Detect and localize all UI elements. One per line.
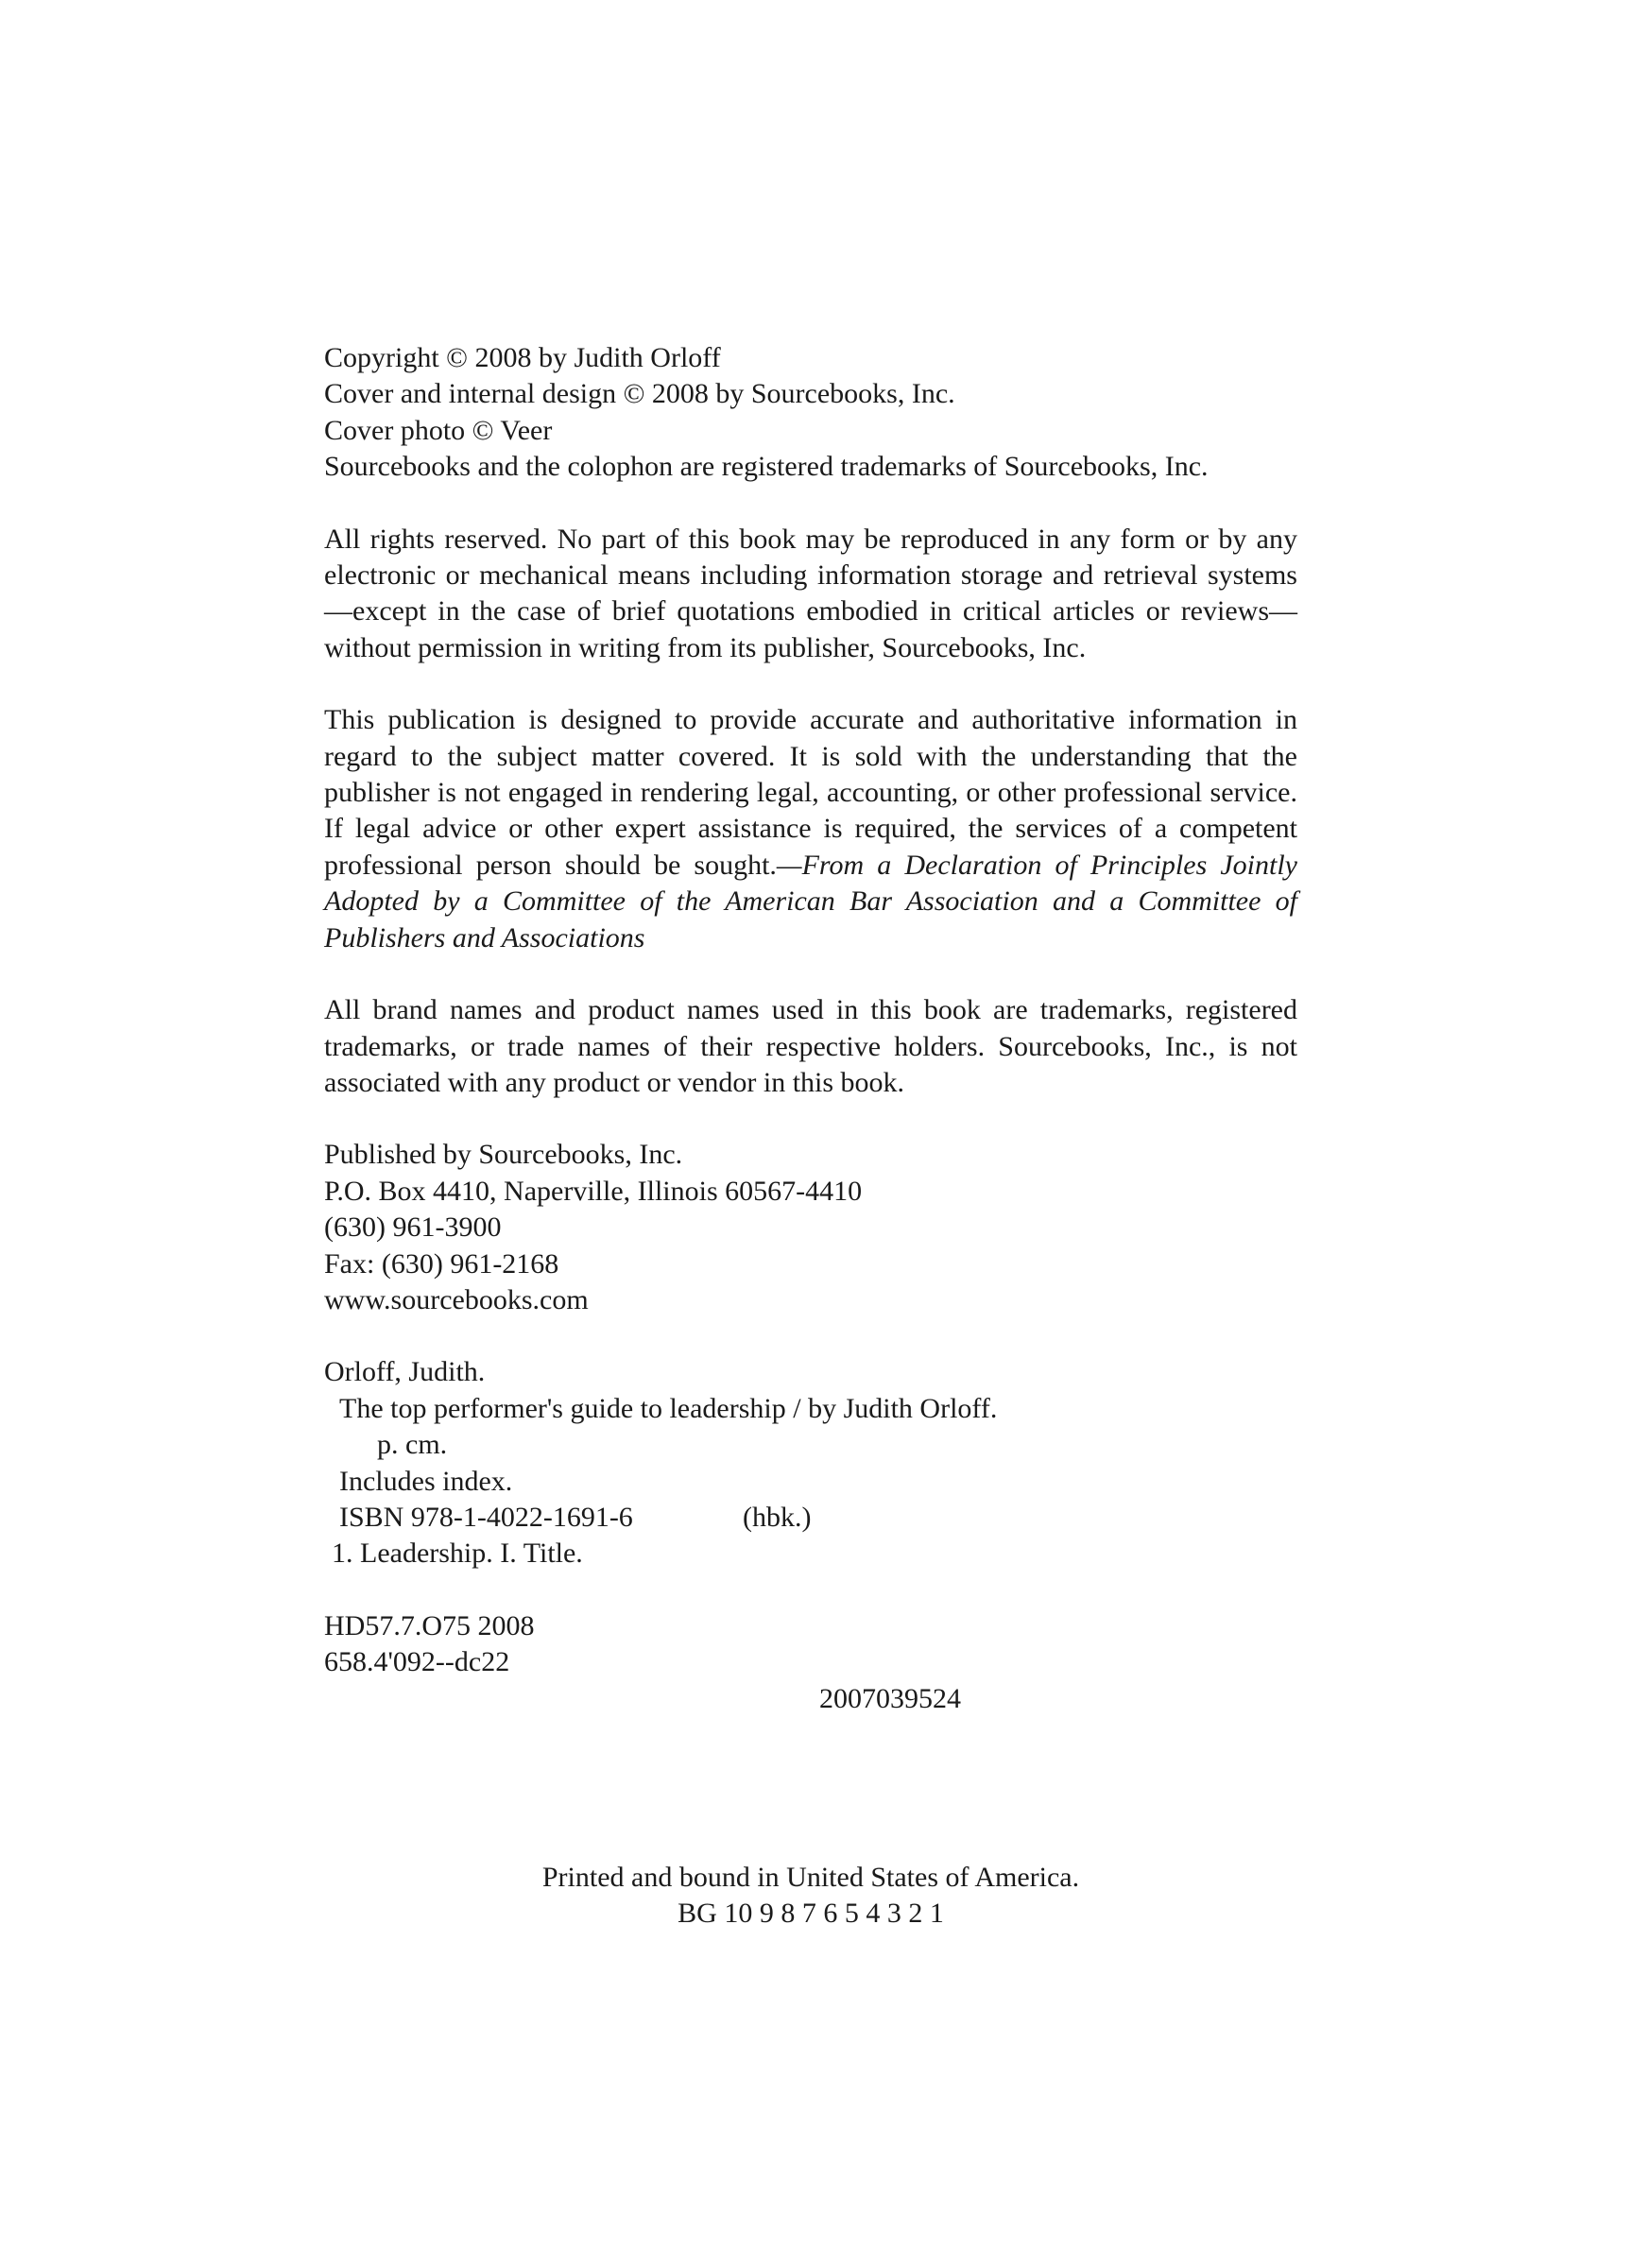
cip-block: [324, 1354, 1297, 1717]
cip-lc-class: HD57.7.O75 2008: [324, 1609, 535, 1641]
cip-pcm: p. cm.: [377, 1429, 448, 1461]
disclaimer-citation: —From a Declaration of Principles Jointly Adopted by a Committee of the American Bar Association and a Committee of Publishers and Associations: [324, 849, 1297, 954]
cip-lccn: 2007039524: [819, 1682, 961, 1714]
cip-dewey: 658.4'092--dc22: [324, 1646, 510, 1678]
cip-author: Orloff, Judith.: [324, 1356, 486, 1388]
printed-in-line: Printed and bound in United States of America.: [541, 1862, 1080, 1893]
print-footer: [324, 1860, 1297, 1933]
copyright-page: [324, 340, 1297, 1717]
copyright-line: Copyright © 2008 by Judith Orloff: [324, 342, 721, 373]
publisher-fax: Fax: (630) 961-2168: [324, 1247, 559, 1280]
cip-isbn: ISBN 978-1-4022-1691-6: [339, 1501, 633, 1533]
disclaimer-text: This publication is designed to provide accurate and authoritative information in regard to the subject matter covered. It is sold with the understanding that the publisher is not engaged in rendering legal, accounting, or other professional service. If legal advice or other expert assistance is required, the services of a competent professional person should be sought.: [324, 704, 1297, 881]
disclaimer-paragraph: [324, 702, 1297, 956]
publisher-website[interactable]: www.sourcebooks.com: [324, 1283, 589, 1315]
cover-photo-line: Cover photo © Veer: [324, 414, 553, 446]
design-copyright-line: Cover and internal design © 2008 by Sourcebooks, Inc.: [324, 378, 955, 410]
publisher-name: Published by Sourcebooks, Inc.: [324, 1139, 683, 1171]
copyright-block: [324, 340, 1297, 486]
publisher-address: P.O. Box 4410, Naperville, Illinois 60567-4410: [324, 1175, 863, 1207]
cip-includes: Includes index.: [339, 1465, 513, 1497]
cip-subjects: 1. Leadership. I. Title.: [332, 1538, 583, 1570]
print-number-line: BG 10 9 8 7 6 5 4 3 2 1: [678, 1898, 944, 1930]
publisher-block: [324, 1137, 1297, 1318]
cip-isbn-row: [324, 1500, 1297, 1536]
rights-paragraph: All rights reserved. No part of this book may be reproduced in any form or by any electronic or mechanical means including information storage and retrieval systems—except in the case of brief quotations embodied in critical articles or reviews—without permission in writing from its publisher, Sourcebooks, Inc.: [324, 523, 1297, 663]
cip-title: The top performer's guide to leadership / by Judith Orloff.: [339, 1392, 998, 1424]
publisher-phone: (630) 961-3900: [324, 1211, 502, 1244]
cip-binding: (hbk.): [743, 1501, 812, 1533]
trademark-paragraph: All brand names and product names used in this book are trademarks, registered trademarks, or trade names of their respective holders. Sourcebooks, Inc., is not associated with any product or vendor in this book.: [324, 994, 1297, 1098]
trademark-colophon-line: Sourcebooks and the colophon are registered trademarks of Sourcebooks, Inc.: [324, 451, 1209, 483]
